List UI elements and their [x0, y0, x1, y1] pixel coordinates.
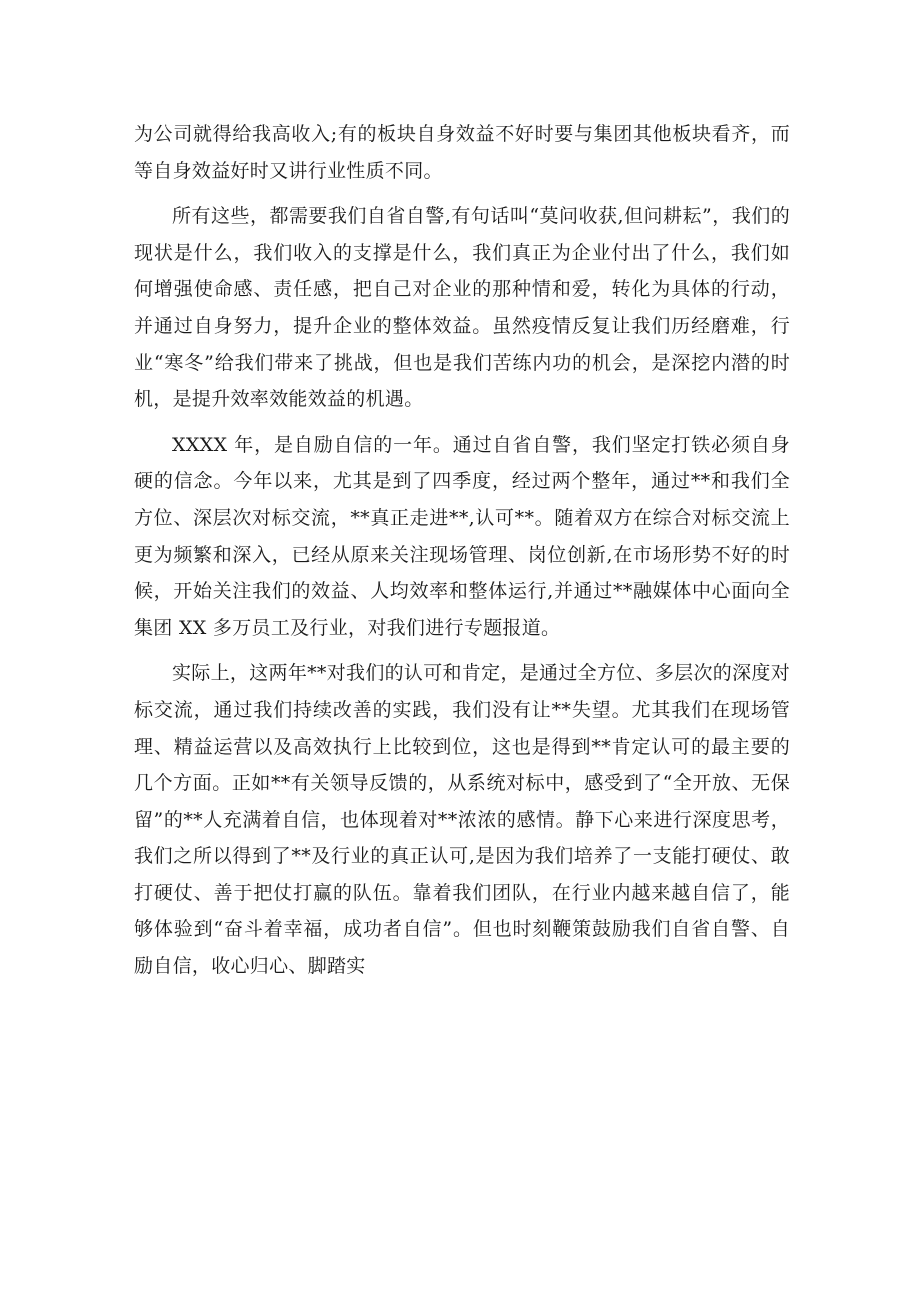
paragraph-1: 为公司就得给我高收入;有的板块自身效益不好时要与集团其他板块看齐，而等自身效益好时又讲行业性质不同。 — [134, 123, 790, 182]
document-body — [134, 116, 790, 994]
paragraph-4: 实际上，这两年**对我们的认可和肯定，是通过全方位、多层次的深度对标交流，通过我们持续改善的实践，我们没有让**失望。尤其我们在现场管理、精益运营以及高效执行上比较到位，这也是得到**肯定认可的最主要的几个方面。正如**有关领导反馈的，从系统对标中，感受到了“全开放、无保留”的**人充满着自信，也体现着对**浓浓的感情。静下心来进行深度思考，我们之所以得到了**及行业的真正认可,是因为我们培养了一支能打硬仗、敢打硬仗、善于把仗打赢的队伍。靠着我们团队，在行业内越来越自信了，能够体验到“奋斗着幸福，成功者自信”。但也时刻鞭策鼓励我们自省自警、自励自信，收心归心、脚踏实 — [134, 662, 790, 978]
paragraph-3: XXXX 年，是自励自信的一年。通过自省自警，我们坚定打铁必须自身硬的信念。今年以来，尤其是到了四季度，经过两个整年，通过**和我们全方位、深层次对标交流，**真正走进**,认可**。随着双方在综合对标交流上更为频繁和深入，已经从原来关注现场管理、岗位创新,在市场形势不好的时候，开始关注我们的效益、人均效率和整体运行,并通过**融媒体中心面向全集团 XX 多万员工及行业，对我们进行专题报道。 — [134, 433, 790, 639]
paragraph-2: 所有这些，都需要我们自省自警,有句话叫“莫问收获,但问耕耘”，我们的现状是什么，我们收入的支撑是什么，我们真正为企业付出了什么，我们如何增强使命感、责任感，把自己对企业的那种情和爱，转化为具体的行动，并通过自身努力，提升企业的整体效益。虽然疫情反复让我们历经磨难，行业“寒冬”给我们带来了挑战，但也是我们苦练内功的机会，是深挖内潜的时机，是提升效率效能效益的机遇。 — [134, 205, 790, 411]
